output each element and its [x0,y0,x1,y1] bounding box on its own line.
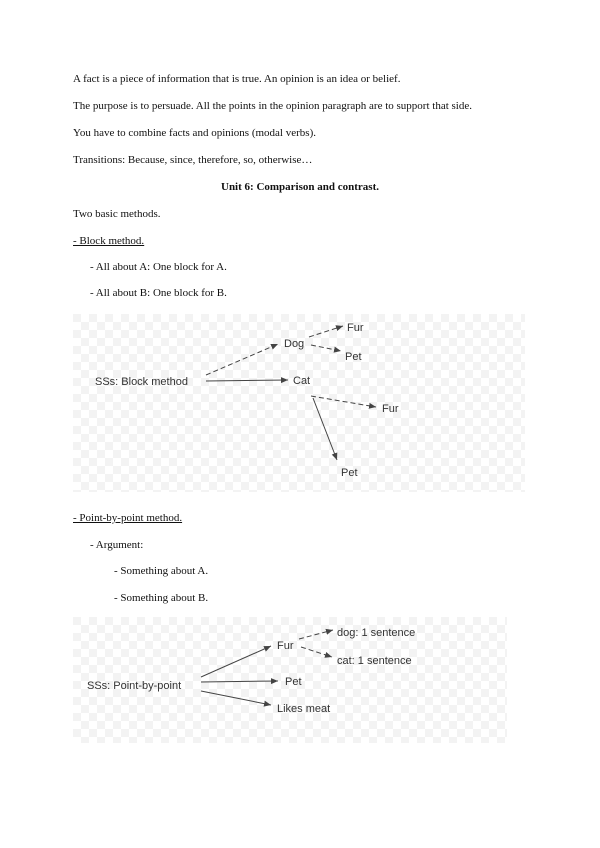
likes-meat-label: Likes meat [277,703,331,715]
dog-label: Dog [284,338,305,350]
cat-fur-label: Fur [382,403,399,415]
point-item-b: - Something about B. [114,592,209,604]
block-item-b: - All about B: One block for B. [90,287,227,299]
argument-item: - Argument: [90,539,144,551]
fur-label: Fur [277,640,294,652]
cat-sentence-label: cat: 1 sentence [337,655,412,667]
intro-text: Two basic methods. [73,208,161,220]
point-method-title: - Point-by-point method. [73,512,183,524]
dog-pet-label: Pet [345,351,362,363]
dog-fur-label: Fur [347,322,364,334]
root-label: SSs: Point-by-point [87,680,182,692]
block-method-diagram [73,314,525,492]
block-method-title: - Block method. [73,235,145,247]
paragraph-purpose: The purpose is to persuade. All the points in the opinion paragraph are to support that side. [73,100,472,112]
dog-sentence-label: dog: 1 sentence [337,627,416,639]
unit-heading: Unit 6: Comparison and contrast. [221,181,379,193]
point-method-diagram [73,617,507,743]
paragraph-combine: You have to combine facts and opinions (modal verbs). [73,127,316,139]
cat-pet-label: Pet [341,467,358,479]
root-label: SSs: Block method [95,376,188,388]
paragraph-transitions: Transitions: Because, since, therefore, so, otherwise… [73,154,313,166]
paragraph-fact-opinion: A fact is a piece of information that is true. An opinion is an idea or belief. [73,73,401,85]
point-item-a: - Something about A. [114,565,209,577]
cat-label: Cat [293,375,311,387]
pet-label: Pet [285,676,302,688]
block-item-a: - All about A: One block for A. [90,261,227,273]
